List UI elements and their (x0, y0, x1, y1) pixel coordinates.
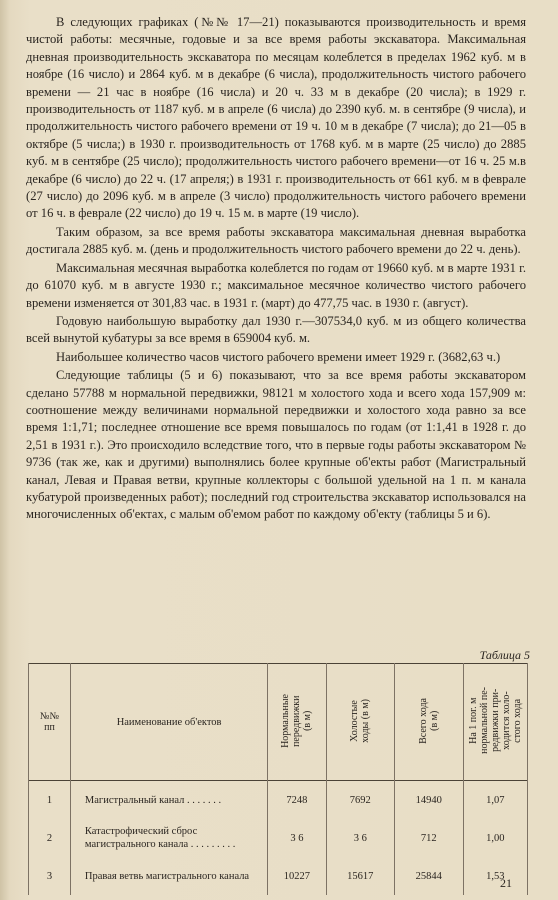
row-name: Правая ветвь магистрального канала (70, 857, 267, 895)
row-total: 14940 (395, 781, 464, 820)
body-text (26, 14, 526, 524)
row-normal: 3 6 (268, 819, 326, 857)
header-num: №№ пп (29, 664, 71, 781)
row-idle: 3 6 (326, 819, 395, 857)
paragraph: Следующие таблицы (5 и 6) показывают, что за все время работы экскаватором сделано 57788 м нормальной передвижки, 98121 м холостого хода и всего хода 157,909 м: соотношение между величинами нормальной передвижки и холостого хода равно за все время 1:1,71; последнее отношение все время повышалось по годам (от 1:1,41 в 1928 г. до 2,51 в 1931 г.). Это происходило вследствие того, что в первые годы работы экскаватором № 9736 (так же, как и другими) выполнялись более крупные об'екты работ (Магистральный канал, Левая и Правая ветви, крупные коллекторы с большой удельной на 1 п. м канала кубатурой произведенных работ); последний год строительства экскаватор использовался на многочисленных об'ектах, с малым об'емом работ по каждому об'екту (таблицы 5 и 6). (26, 368, 526, 522)
row-name: Магистральный канал . . . . . . . (70, 781, 267, 820)
row-name: Катастрофический сброс магистрального канала . . . . . . . . . (70, 819, 267, 857)
header-name: Наименование об'ектов (70, 664, 267, 781)
row-idle: 15617 (326, 857, 395, 895)
paragraph: Максимальная месячная выработка колеблется по годам от 19660 куб. м в марте 1931 г. до 61070 куб. м в августе 1930 г.; максимальное месячное количество чистого рабочего времени изменяется от 301,83 час. в 1931 г. (март) до 477,75 час. в 1930 г. (август). (26, 260, 526, 310)
row-idle: 7692 (326, 781, 395, 820)
row-num: 3 (29, 857, 71, 895)
row-normal: 10227 (268, 857, 326, 895)
header-ratio: На 1 пог. м нормальной пе- редвижки при- ходится холо- стого хода (463, 664, 527, 781)
row-num: 2 (29, 819, 71, 857)
header-normal: Нормальные передвижки (в м) (268, 664, 326, 781)
table-header-row (29, 664, 528, 781)
paragraph: В следующих графиках (№№ 17—21) показываются производительность и время чистой работы: месячные, годовые и за все время работы экскаватора. Максимальная дневная производительность экскаватора по месяцам колеблется в пределах 1962 куб. м в ноябре (16 число) и 2864 куб. м в декабре (6 числа), продолжительность чистого рабочего времени — 21 час в ноябре (16 числа) и 20 ч. 33 м в декабре (20 числа); в 1929 г. производительность от 1187 куб. м в апреле (6 числа) до 2390 куб. м. в сентябре (9 числа), и продолжительность чистого рабочего времени от 19 ч. 10 м в декабре (7 числа); до 21—05 в октябре (5 числа;) в 1930 г. производительность от 1768 куб. м в марте (25 число) до 2885 куб. м в сентябре (25 число); продолжительность чистого рабочего времени—от 16 ч. 25 м.в декабре (6 число) до 22 ч. (17 апреля;) в 1931 г. производительность от 661 куб. м в феврале (27 число) до 2096 куб. м в апреле (3 число) продолжительность чистого рабочего времени от 16 ч. в феврале (22 число) до 19 ч. 15 м. в марте (19 число). (26, 15, 526, 221)
paragraph: Годовую наибольшую выработку дал 1930 г.—307534,0 куб. м из общего количества всей вынутой кубатуры за все время в 659004 куб. м. (26, 313, 526, 346)
table-row (29, 781, 528, 820)
row-normal: 7248 (268, 781, 326, 820)
table-row (29, 857, 528, 895)
paragraph: Наибольшее количество часов чистого рабочего времени имеет 1929 г. (3682,63 ч.) (56, 349, 501, 364)
table-row (29, 819, 528, 857)
header-total: Всего хода (в м) (395, 664, 464, 781)
data-table (28, 663, 528, 895)
page-number: 21 (500, 876, 512, 890)
paragraph: Таким образом, за все время работы экскаватора максимальная дневная выработка достигала 2885 куб. м. (день и продолжительность чистого рабочего времени до 22 ч. день). (26, 224, 526, 257)
header-idle: Холостые ходы (в м) (326, 664, 395, 781)
row-total: 712 (395, 819, 464, 857)
table-caption: Таблица 5 (479, 648, 530, 662)
row-num: 1 (29, 781, 71, 820)
row-ratio: 1,53 (463, 857, 527, 895)
row-total: 25844 (395, 857, 464, 895)
row-ratio: 1,07 (463, 781, 527, 820)
row-ratio: 1,00 (463, 819, 527, 857)
